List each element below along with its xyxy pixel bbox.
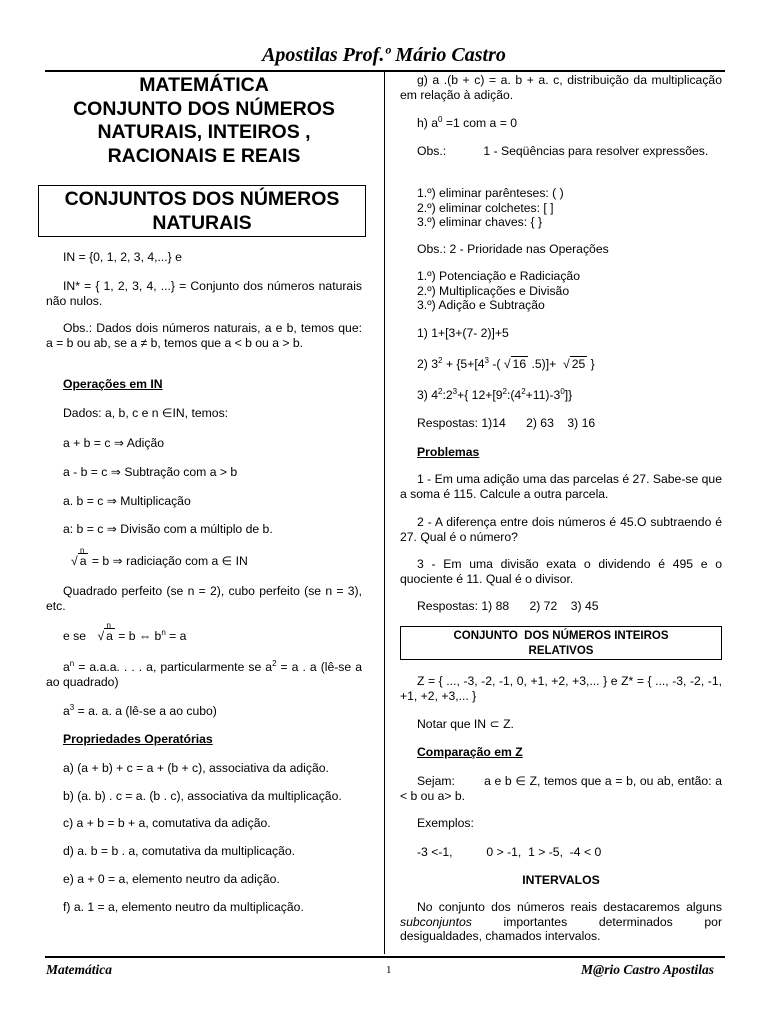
propriedades-heading: Propriedades Operatórias bbox=[63, 732, 213, 746]
header-rule bbox=[45, 70, 725, 72]
op-subtracao: a - b = c ⇒ Subtração com a > b bbox=[63, 465, 238, 479]
in-star-definition: IN* = { 1, 2, 3, 4, ...} = Conjunto dos números naturais não nulos. bbox=[46, 279, 362, 308]
notar-text: Notar que IN ⊂ Z. bbox=[417, 717, 514, 731]
problema-2: 2 - A diferença entre dois números é 45.O subtraendo é 27. Qual é o número? bbox=[400, 515, 722, 544]
problema-1: 1 - Em uma adição uma das parcelas é 27. Sabe-se que a soma é 115. Calcule a outra parcela. bbox=[400, 472, 722, 501]
column-divider bbox=[384, 72, 385, 954]
obs-naturais: Obs.: Dados dois números naturais, a e b, temos que: a = b ou ab, se a ≠ b, temos que a < b ou a > b. bbox=[46, 321, 362, 350]
op-divisao: a: b = c ⇒ Divisão com a múltiplo de b. bbox=[63, 522, 273, 536]
exemplos-text: -3 <-1, 0 > -1, 1 > -5, -4 < 0 bbox=[417, 845, 602, 859]
operacoes-heading: Operações em IN bbox=[63, 377, 163, 391]
sequencia-list: 1.º) eliminar parênteses: ( ) 2.º) eliminar colchetes: [ ] 3.º) eliminar chaves: { } bbox=[417, 186, 564, 229]
footer-rule bbox=[45, 956, 725, 958]
propriedade-a: a) (a + b) + c = a + (b + c), associativa da adição. bbox=[63, 761, 329, 775]
respostas-expressoes: Respostas: 1)14 2) 63 3) 16 bbox=[417, 416, 596, 430]
op-adicao: a + b = c ⇒ Adição bbox=[63, 436, 165, 450]
cubo-definicao: $a^3 = a$. a. a (lê-se a ao cubo) bbox=[63, 703, 217, 718]
footer-right: M@rio Castro Apostilas bbox=[580, 962, 714, 977]
main-title: MATEMÁTICA CONJUNTO DOS NÚMEROS NATURAIS, INTEIROS , RACIONAIS E REAIS bbox=[73, 74, 335, 167]
section-title-inteiros: CONJUNTO DOS NÚMEROS INTEIROS RELATIVOS bbox=[400, 626, 722, 660]
expressao-3: 3) $4^2:2^3+${ $12+[9^2:(4^2+11)-3^0]$} bbox=[417, 387, 573, 402]
op-multiplicacao: a. b = c ⇒ Multiplicação bbox=[63, 494, 191, 508]
page-number: 1 bbox=[386, 964, 392, 976]
intervalos-text: No conjunto dos números reais destacaremos alguns subconjuntos importantes determinados por desigualdades, chamados intervalos. bbox=[400, 900, 722, 943]
expressao-2: 2) $3^2 + \{5+[4^3$ -( √ 16 .5)]+ √ 25 } bbox=[417, 356, 595, 371]
obs-prioridade: Obs.: 2 - Prioridade nas Operações bbox=[417, 242, 609, 256]
propriedade-f: f) a. 1 = a, elemento neutro da multiplicação. bbox=[63, 900, 304, 914]
z-definicao: Z = { ..., -3, -2, -1, 0, +1, +2, +3,... } e Z* = { ..., -3, -2, -1, +1, +2, +3,... } bbox=[400, 674, 722, 703]
propriedade-d: d) a. b = b . a, comutativa da multiplicação. bbox=[63, 844, 296, 858]
expressao-1: 1) 1+[3+(7- 2)]+5 bbox=[417, 326, 509, 340]
propriedade-c: c) a + b = b + a, comutativa da adição. bbox=[63, 816, 271, 830]
comparacao-heading: Comparação em Z bbox=[417, 745, 523, 759]
propriedade-e: e) a + 0 = a, elemento neutro da adição. bbox=[63, 872, 280, 886]
potencia-definicao: $a^n = a.a.a$. . . . a, particularmente se $a^2 = a$ . a (lê-se a ao quadrado) bbox=[46, 659, 362, 689]
prioridade-list: 1.º) Potenciação e Radiciação 2.º) Multiplicações e Divisão 3.º) Adição e Subtração bbox=[417, 269, 580, 312]
propriedade-g: g) a .(b + c) = a. b + a. c, distribuição da multiplicação em relação à adição. bbox=[400, 73, 722, 102]
in-definition: IN = {0, 1, 2, 3, 4,...} e bbox=[63, 250, 182, 264]
propriedade-h: h) $a^0 =1$ com a = 0 bbox=[417, 115, 517, 130]
problemas-heading: Problemas bbox=[417, 445, 480, 459]
section-title-naturais: CONJUNTOS DOS NÚMEROS NATURAIS bbox=[38, 185, 366, 237]
dados-text: Dados: a, b, c e n ∈IN, temos: bbox=[63, 406, 229, 420]
equivalencia-raiz: e se n √ a = b ⇔ $b^n = a$ bbox=[63, 621, 187, 643]
propriedade-b: b) (a. b) . c = a. (b . c), associativa da multiplicação. bbox=[63, 789, 342, 803]
footer-left: Matemática bbox=[46, 962, 112, 977]
page-header: Apostilas Prof.º Mário Castro bbox=[262, 44, 506, 66]
obs-sequencias: Obs.: 1 - Seqüências para resolver expressões. bbox=[417, 144, 709, 158]
exemplos-label: Exemplos: bbox=[417, 816, 474, 830]
quadrado-perfeito: Quadrado perfeito (se n = 2), cubo perfeito (se n = 3), etc. bbox=[46, 584, 362, 613]
sejam-text: Sejam: a e b ∈ Z, temos que a = b, ou ab, então: a < b ou a> b. bbox=[400, 774, 726, 803]
intervalos-heading: INTERVALOS bbox=[522, 873, 600, 887]
problema-3: 3 - Em uma divisão exata o dividendo é 495 e o quociente é 11. Qual é o divisor. bbox=[400, 557, 722, 586]
op-radiciacao: n √ a = b ⇒ radiciação com a ∈ IN bbox=[71, 546, 248, 568]
respostas-problemas: Respostas: 1) 88 2) 72 3) 45 bbox=[417, 599, 599, 613]
